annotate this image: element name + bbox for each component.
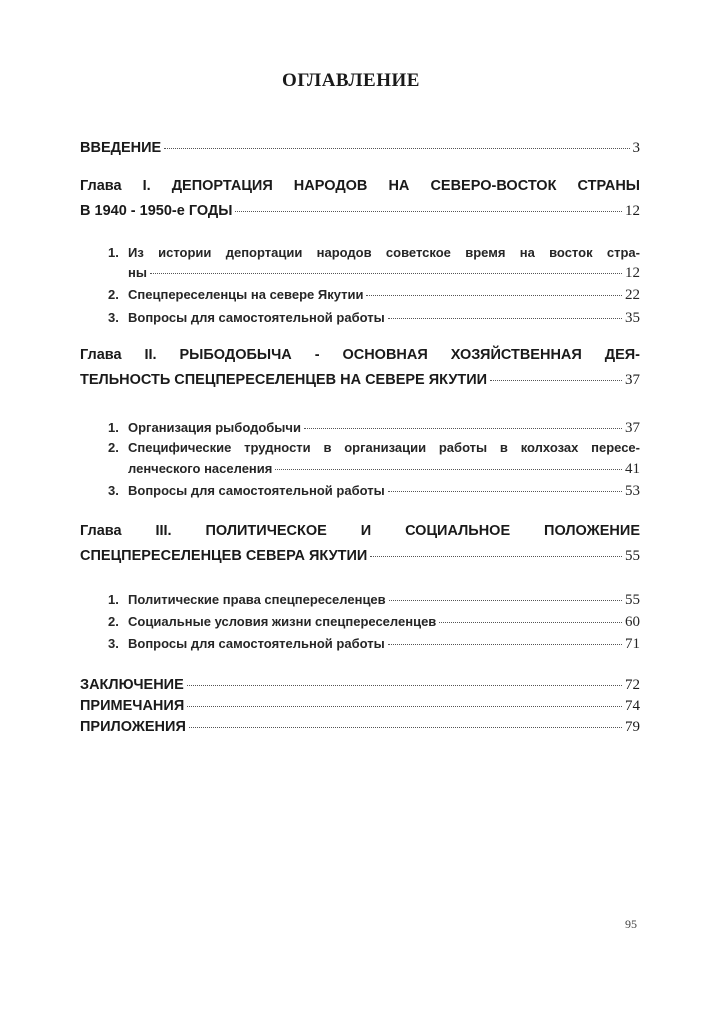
entry-label: В 1940 - 1950-е ГОДЫ <box>80 203 233 219</box>
dot-leader <box>388 491 622 492</box>
page-number: 95 <box>625 917 637 931</box>
dot-leader <box>187 706 622 707</box>
item-number: 3. <box>108 483 119 498</box>
dot-leader <box>370 556 622 557</box>
toc-item <box>108 483 640 500</box>
entry-page: 12 <box>625 203 640 219</box>
item-label-line1: Специфические трудности в организации работы в колхозах пересе- <box>128 440 640 455</box>
dot-leader <box>235 211 622 212</box>
dot-leader <box>164 148 629 149</box>
toc-item <box>108 614 640 631</box>
item-label: Спецпереселенцы на севере Якутии <box>128 287 364 302</box>
toc-item <box>108 287 640 304</box>
chapter-3-heading-line2 <box>80 548 640 565</box>
entry-page: 37 <box>625 372 640 388</box>
chapter-2-heading <box>80 347 640 363</box>
toc-item <box>108 440 640 455</box>
item-label: Вопросы для самостоятельной работы <box>128 310 385 325</box>
dot-leader <box>187 685 622 686</box>
dot-leader <box>490 380 622 381</box>
item-number: 2. <box>108 440 119 455</box>
toc-item <box>108 636 640 653</box>
dot-leader <box>388 318 622 319</box>
entry-label: ПРИЛОЖЕНИЯ <box>80 719 186 735</box>
entry-label: ВВЕДЕНИЕ <box>80 140 162 156</box>
entry-page: 60 <box>625 614 640 630</box>
dot-leader <box>304 428 622 429</box>
entry-page: 12 <box>625 265 640 281</box>
toc-entry-notes <box>80 698 640 715</box>
entry-page: 71 <box>625 636 640 652</box>
item-number: 3. <box>108 310 119 325</box>
chapter-3-heading <box>80 523 640 539</box>
toc-item <box>108 310 640 327</box>
entry-page: 72 <box>625 677 640 693</box>
dot-leader <box>389 600 622 601</box>
dot-leader <box>189 727 622 728</box>
item-label: Организация рыбодобычи <box>128 420 301 435</box>
toc-item <box>108 592 640 609</box>
entry-page: 3 <box>632 140 640 156</box>
dot-leader <box>366 295 622 296</box>
dot-leader <box>150 273 622 274</box>
toc-entry-intro <box>80 140 640 157</box>
chapter-1-heading <box>80 178 640 194</box>
chapter-heading-line1: Глава II. РЫБОДОБЫЧА - ОСНОВНАЯ ХОЗЯЙСТВЕННАЯ ДЕЯ- <box>80 347 640 363</box>
item-label-line2: ны <box>128 265 147 280</box>
toc-entry-conclusion <box>80 677 640 694</box>
entry-page: 79 <box>625 719 640 735</box>
item-number: 2. <box>108 287 119 302</box>
dot-leader <box>275 469 622 470</box>
toc-item <box>108 420 640 437</box>
chapter-heading-line1: Глава III. ПОЛИТИЧЕСКОЕ И СОЦИАЛЬНОЕ ПОЛОЖЕНИЕ <box>80 523 640 539</box>
entry-page: 74 <box>625 698 640 714</box>
item-number: 1. <box>108 592 119 607</box>
entry-label: ПРИМЕЧАНИЯ <box>80 698 185 714</box>
chapter-2-heading-line2 <box>80 372 640 389</box>
entry-page: 41 <box>625 461 640 477</box>
entry-label: ЗАКЛЮЧЕНИЕ <box>80 677 184 693</box>
item-label: Политические права спецпереселенцев <box>128 592 386 607</box>
chapter-1-heading-line2 <box>80 203 640 220</box>
item-number: 1. <box>108 245 119 260</box>
entry-page: 22 <box>625 287 640 303</box>
item-number: 1. <box>108 420 119 435</box>
item-label: Вопросы для самостоятельной работы <box>128 483 385 498</box>
toc-item-continuation <box>128 265 640 282</box>
page-title: ОГЛАВЛЕНИЕ <box>282 70 420 91</box>
entry-page: 55 <box>625 548 640 564</box>
toc-item-continuation <box>128 461 640 478</box>
entry-page: 53 <box>625 483 640 499</box>
entry-label: СПЕЦПЕРЕСЕЛЕНЦЕВ СЕВЕРА ЯКУТИИ <box>80 548 368 564</box>
item-label: Социальные условия жизни спецпереселенцев <box>128 614 437 629</box>
entry-page: 55 <box>625 592 640 608</box>
toc-entry-appendices <box>80 719 640 736</box>
dot-leader <box>439 622 622 623</box>
dot-leader <box>388 644 622 645</box>
item-number: 2. <box>108 614 119 629</box>
toc-item <box>108 245 640 260</box>
entry-page: 37 <box>625 420 640 436</box>
item-label: Вопросы для самостоятельной работы <box>128 636 385 651</box>
entry-label: ТЕЛЬНОСТЬ СПЕЦПЕРЕСЕЛЕНЦЕВ НА СЕВЕРЕ ЯКУТИИ <box>80 372 488 388</box>
entry-page: 35 <box>625 310 640 326</box>
chapter-heading-line1: Глава I. ДЕПОРТАЦИЯ НАРОДОВ НА СЕВЕРО-ВОСТОК СТРАНЫ <box>80 178 640 194</box>
item-label-line1: Из истории депортации народов советское время на восток стра- <box>128 245 640 260</box>
item-number: 3. <box>108 636 119 651</box>
item-label-line2: ленческого населения <box>128 461 273 476</box>
